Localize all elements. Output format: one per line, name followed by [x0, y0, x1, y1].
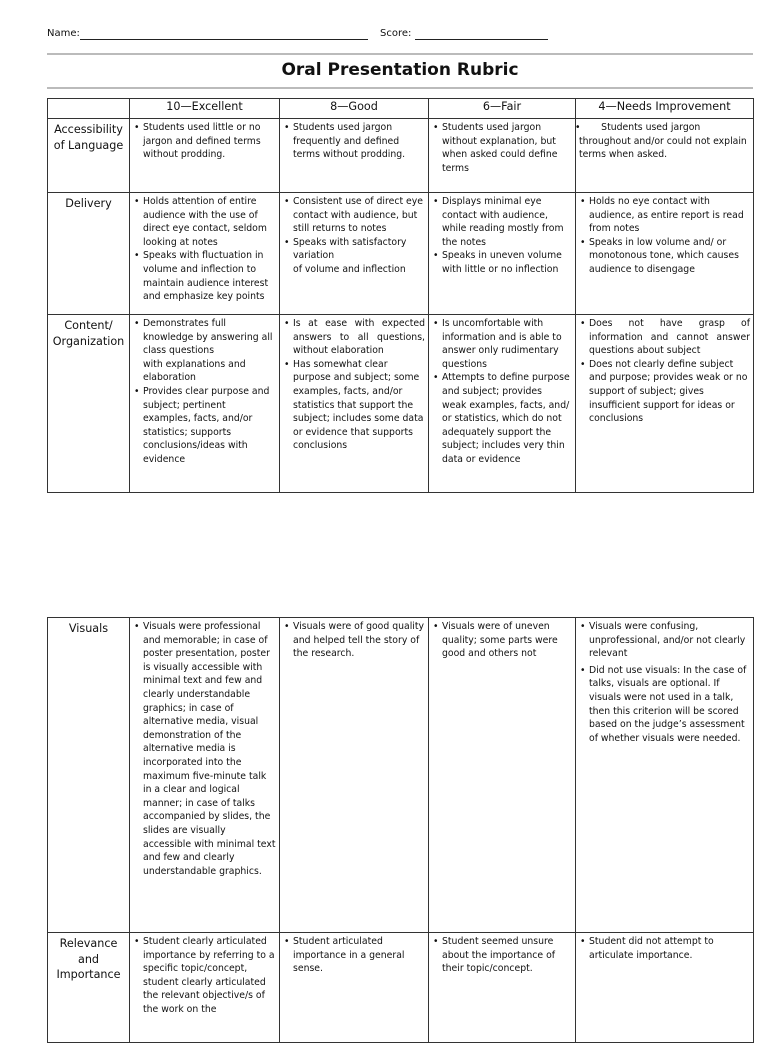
criterion-item: • Students used jargon throughout and/or could not explain terms when asked. — [575, 122, 747, 161]
cell-delivery-good — [280, 193, 429, 315]
criterion-item: • Student articulated importance in a general sense. — [293, 935, 425, 976]
criterion-item: • Speaks with fluctuation in volume and inflection to maintain audience interest — [143, 249, 276, 290]
header-fair: 6—Fair — [429, 99, 576, 119]
category-relevance: Relevance and Importance — [48, 933, 130, 1043]
cell-relevance-fair — [429, 933, 576, 1043]
row-accessibility — [48, 119, 754, 193]
criterion-item: • Speaks with satisfactory variation — [293, 236, 425, 263]
row-content — [48, 315, 754, 493]
cell-relevance-needs — [576, 933, 754, 1043]
cell-visuals-fair — [429, 618, 576, 933]
cell-content-excellent — [130, 315, 280, 493]
rubric-table-2 — [47, 617, 754, 1043]
row-relevance — [48, 933, 754, 1043]
header-blank — [48, 99, 130, 119]
criterion-continuation: and emphasize key points — [143, 291, 265, 303]
name-label: Name: — [47, 28, 80, 39]
cell-relevance-good — [280, 933, 429, 1043]
criterion-item: • Is uncomfortable with information and is able to answer only rudimentary questions — [442, 317, 572, 371]
cell-visuals-needs — [576, 618, 754, 933]
criterion-item: • Holds attention of entire audience with the use of direct eye contact, seldom looking at notes — [143, 195, 276, 249]
cell-accessibility-good — [280, 119, 429, 193]
criterion-item: • Displays minimal eye contact with audience, while reading mostly from the notes — [442, 195, 572, 249]
criterion-item: • Is at ease with expected answers to all questions, without elaboration — [293, 317, 425, 358]
cell-content-good — [280, 315, 429, 493]
cell-delivery-fair — [429, 193, 576, 315]
header-excellent: 10—Excellent — [130, 99, 280, 119]
cell-content-fair — [429, 315, 576, 493]
score-label: Score: — [380, 28, 412, 39]
criterion-item: • Consistent use of direct eye contact with audience, but still returns to notes — [293, 195, 425, 236]
criterion-item: • Does not have grasp of information and cannot answer questions about subject — [589, 317, 750, 358]
criterion-item: • Visuals were professional and memorable; in case of poster presentation, poster is visually accessible with minimal text and few and clearly understandable graphics; in case of alternative media, visual demonstration of the alternative media is incorporated into the maximum five-minute talk in a clear and logical manner; in case of talks accompanied by slides, the slides are visually accessible with minimal text and few and clearly understandable graphics. — [143, 620, 276, 878]
header-needs-improvement: 4—Needs Improvement — [576, 99, 754, 119]
criterion-continuation: weak examples, facts, and/ or statistics, which do not adequately support the subject; includes very thin — [442, 399, 570, 452]
row-delivery — [48, 193, 754, 315]
criterion-item: • Student clearly articulated importance by referring to a specific topic/concept, student clearly articulated the relevant objective/s of the work on the — [143, 935, 276, 1017]
criterion-item: • Students used jargon without explanation, but when asked could define terms — [442, 121, 572, 175]
criterion-item: • Attempts to define purpose and subject; provides — [442, 371, 572, 398]
criterion-continuation: with explanations and elaboration — [143, 358, 246, 384]
criterion-item: • Has somewhat clear purpose and subject; some examples, facts, and/or statistics that support the subject; includes some data or evidence that supports conclusions — [293, 358, 425, 453]
criterion-item: • Visuals were of uneven quality; some parts were good and others not — [442, 620, 572, 661]
cell-content-needs — [576, 315, 754, 493]
cell-accessibility-fair — [429, 119, 576, 193]
rubric-table-1 — [47, 98, 754, 493]
category-accessibility: Accessibility of Language — [48, 119, 130, 193]
cell-delivery-excellent — [130, 193, 280, 315]
cell-visuals-excellent — [130, 618, 280, 933]
cell-relevance-excellent — [130, 933, 280, 1043]
criterion-item: • Holds no eye contact with audience, as entire report is read from notes — [589, 195, 750, 236]
criterion-item: • Demonstrates full knowledge by answering all class questions — [143, 317, 276, 358]
criterion-item: • Student seemed unsure about the importance of their topic/concept. — [442, 935, 572, 976]
criterion-item: • Speaks in low volume and/ or monotonous tone, which causes audience to disengage — [589, 236, 750, 277]
cell-visuals-good — [280, 618, 429, 933]
cell-delivery-needs — [576, 193, 754, 315]
criterion-item: • Visuals were confusing, unprofessional, and/or not clearly relevant — [589, 620, 750, 661]
name-field[interactable] — [80, 39, 368, 40]
page-title: Oral Presentation Rubric — [281, 60, 519, 80]
cell-accessibility-needs — [576, 119, 754, 193]
category-delivery: Delivery — [48, 193, 130, 315]
criterion-item: • Students used jargon frequently and defined terms without prodding. — [293, 121, 425, 162]
name-score-row — [47, 26, 747, 42]
criterion-item: • Provides clear purpose and subject; pertinent examples, facts, and/or statistics; supports conclusions/ideas with evidence — [143, 385, 276, 467]
category-visuals: Visuals — [48, 618, 130, 933]
criterion-item: • Speaks in uneven volume with little or no inflection — [442, 249, 572, 276]
criterion-item: • Student did not attempt to articulate importance. — [589, 935, 750, 962]
criterion-item: • Did not use visuals: In the case of talks, visuals are optional. If visuals were not used in a talk, then this criterion will be scored based on the judge’s assessment of whether visuals were needed. — [589, 664, 750, 746]
cell-accessibility-excellent — [130, 119, 280, 193]
criterion-item: • Students used little or no jargon and defined terms without prodding. — [143, 121, 276, 162]
criterion-continuation: of volume and inflection — [293, 263, 406, 275]
criterion-item: • Visuals were of good quality and helped tell the story of the research. — [293, 620, 425, 661]
header-good: 8—Good — [280, 99, 429, 119]
category-content: Content/ Organization — [48, 315, 130, 493]
header-row — [48, 99, 754, 119]
criterion-item: • Does not clearly define subject and purpose; provides weak or no support of subject; gives insufficient support for ideas or conclusions — [589, 358, 750, 426]
score-field[interactable] — [415, 39, 548, 40]
row-visuals — [48, 618, 754, 933]
title-bar — [47, 53, 753, 89]
criterion-continuation: data or evidence — [442, 453, 521, 465]
